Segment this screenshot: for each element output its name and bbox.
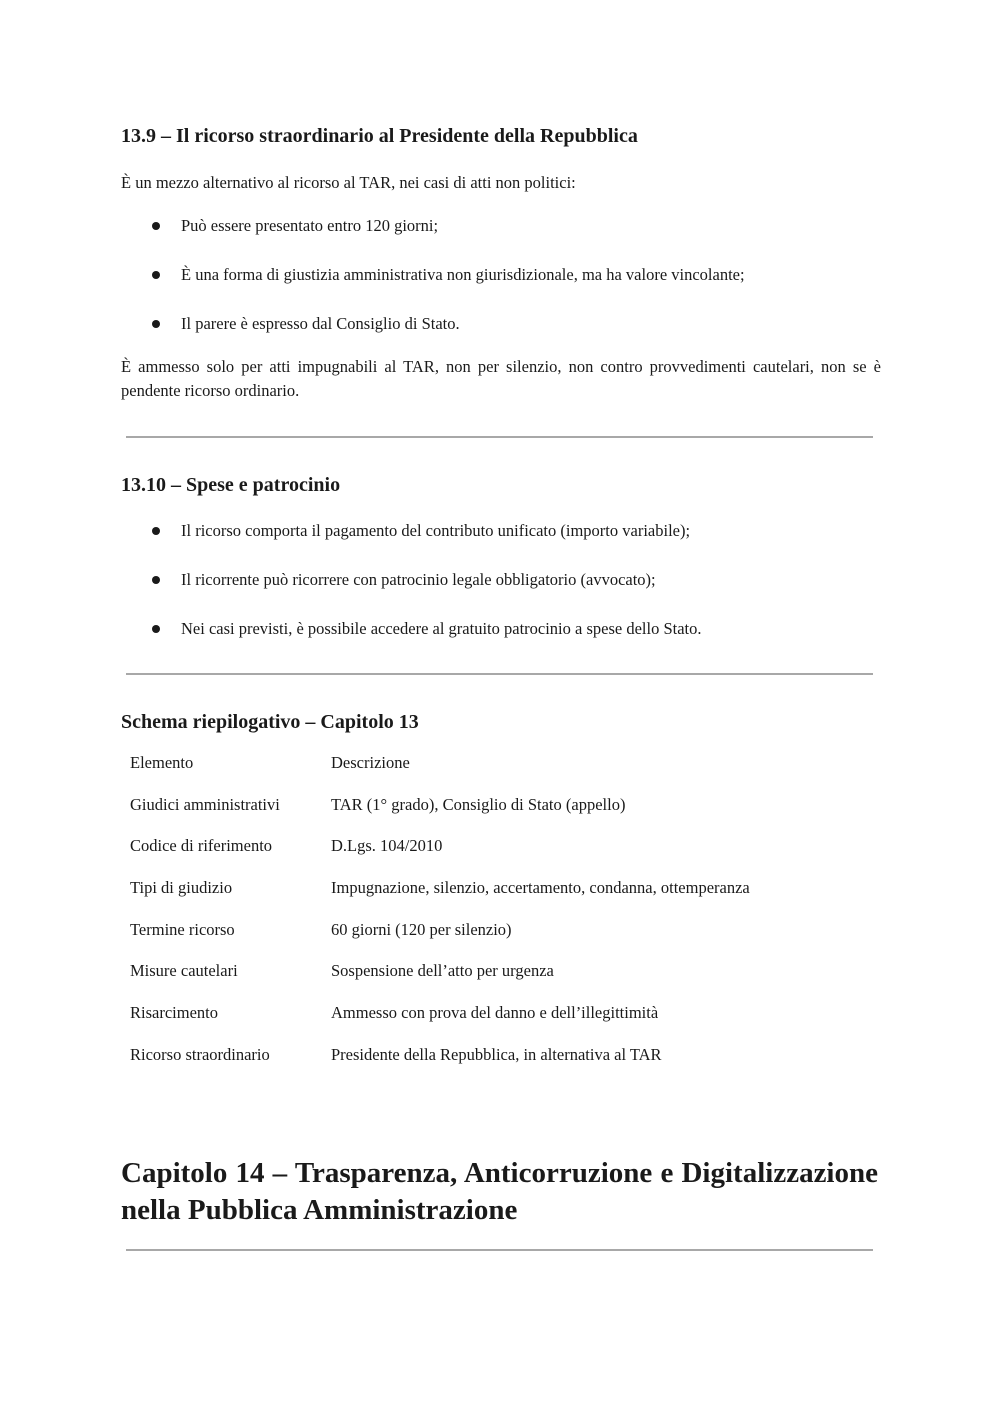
list-item-text: È una forma di giustizia amministrativa non giurisdizionale, ma ha valore vincolante; bbox=[181, 265, 745, 284]
table-cell: Risarcimento bbox=[130, 1002, 218, 1022]
section-divider bbox=[126, 1249, 873, 1251]
table-cell: TAR (1° grado), Consiglio di Stato (appello) bbox=[331, 794, 626, 814]
section-13-10-bullet-list bbox=[121, 519, 881, 641]
chapter-14-title: Capitolo 14 – Trasparenza, Anticorruzione e Digitalizzazione nella Pubblica Amministrazione bbox=[121, 1157, 878, 1226]
bullet-icon bbox=[152, 625, 160, 633]
bullet-icon bbox=[152, 576, 160, 584]
list-item bbox=[121, 519, 881, 543]
table-row bbox=[121, 992, 750, 1034]
table-cell: Ammesso con prova del danno e dell’illegittimità bbox=[331, 1002, 659, 1022]
table-row bbox=[121, 825, 750, 867]
table-row bbox=[121, 784, 750, 826]
table-cell: Ricorso straordinario bbox=[130, 1044, 270, 1064]
table-cell: Codice di riferimento bbox=[130, 836, 273, 856]
bullet-icon bbox=[152, 271, 160, 279]
list-item-text: Il parere è espresso dal Consiglio di Stato. bbox=[181, 314, 460, 333]
section-13-9-intro: È un mezzo alternativo al ricorso al TAR, nei casi di atti non politici: bbox=[121, 173, 576, 192]
list-item bbox=[121, 214, 881, 238]
summary-table bbox=[121, 742, 750, 1076]
section-13-9-closing: È ammesso solo per atti impugnabili al TAR, non per silenzio, non contro provvedimenti cautelari, non se è pendente ricorso ordinario. bbox=[121, 357, 881, 400]
table-header-cell: Elemento bbox=[130, 752, 194, 772]
section-divider bbox=[126, 436, 873, 438]
table-cell: Presidente della Repubblica, in alternativa al TAR bbox=[331, 1044, 662, 1064]
table-cell: Tipi di giudizio bbox=[130, 877, 233, 897]
table-cell: Impugnazione, silenzio, accertamento, condanna, ottemperanza bbox=[331, 877, 750, 897]
bullet-icon bbox=[152, 527, 160, 535]
section-heading-13-9: 13.9 – Il ricorso straordinario al Presidente della Repubblica bbox=[121, 125, 638, 147]
list-item-text: Nei casi previsti, è possibile accedere al gratuito patrocinio a spese dello Stato. bbox=[181, 619, 702, 638]
list-item bbox=[121, 312, 881, 336]
table-cell: Termine ricorso bbox=[130, 919, 235, 939]
list-item bbox=[121, 568, 881, 592]
table-header-cell: Descrizione bbox=[331, 752, 410, 772]
list-item-text: Il ricorso comporta il pagamento del contributo unificato (importo variabile); bbox=[181, 521, 691, 540]
table-row bbox=[121, 1034, 750, 1076]
table-row bbox=[121, 950, 750, 992]
table-cell: Misure cautelari bbox=[130, 961, 238, 981]
section-divider bbox=[126, 673, 873, 675]
section-heading-13-10: 13.10 – Spese e patrocinio bbox=[121, 474, 341, 496]
summary-heading: Schema riepilogativo – Capitolo 13 bbox=[121, 711, 419, 733]
bullet-icon bbox=[152, 222, 160, 230]
table-cell: Sospensione dell’atto per urgenza bbox=[331, 961, 554, 981]
list-item-text: Il ricorrente può ricorrere con patrocinio legale obbligatorio (avvocato); bbox=[181, 570, 656, 589]
table-row bbox=[121, 867, 750, 909]
bullet-icon bbox=[152, 320, 160, 328]
section-13-9-bullet-list bbox=[121, 214, 881, 336]
table-header-row bbox=[121, 742, 750, 784]
table-row bbox=[121, 909, 750, 951]
list-item-text: Può essere presentato entro 120 giorni; bbox=[181, 216, 439, 235]
table-cell: D.Lgs. 104/2010 bbox=[331, 836, 443, 856]
table-cell: Giudici amministrativi bbox=[130, 794, 280, 814]
table-cell: 60 giorni (120 per silenzio) bbox=[331, 919, 512, 939]
list-item bbox=[121, 263, 881, 287]
list-item bbox=[121, 617, 881, 641]
